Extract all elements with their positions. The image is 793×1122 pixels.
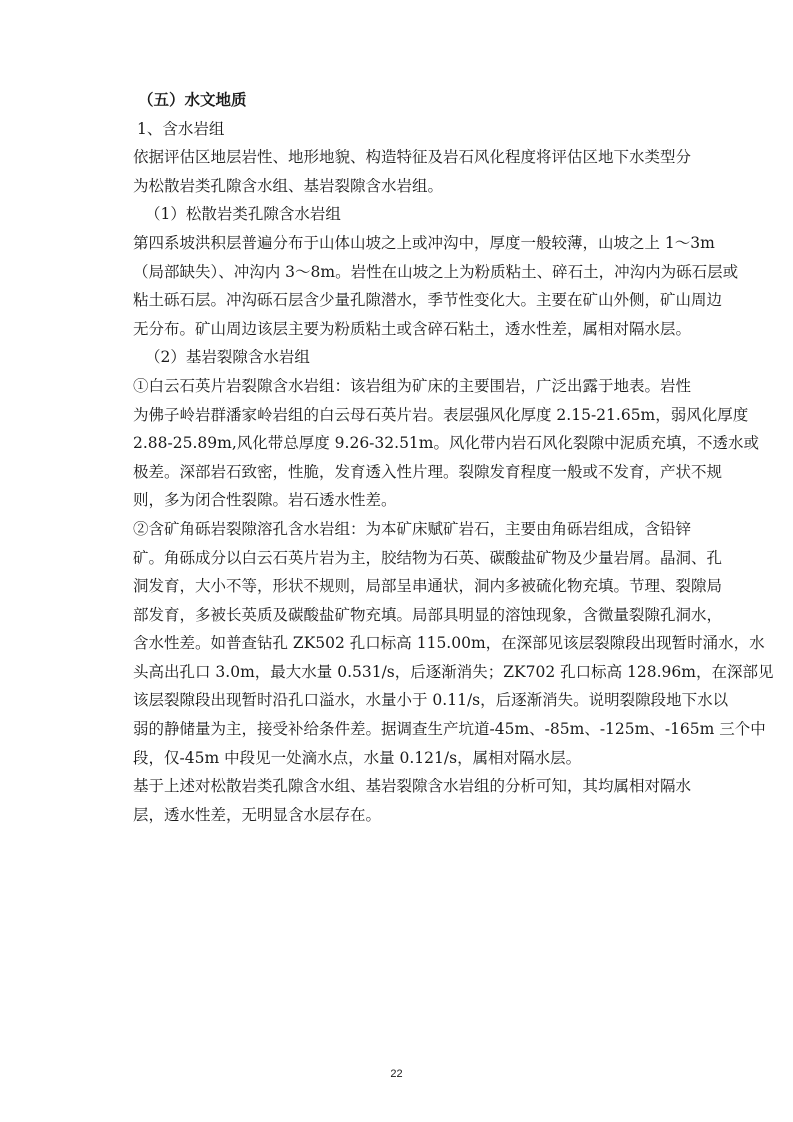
text-line: 头高出孔口 3.0m，最大水量 0.531/s，后逐渐消失；ZK702 孔口标高 128.96m，在深部见 [133, 662, 774, 681]
section-heading: （五）水文地质 [138, 90, 247, 109]
text-line: 段，仅-45m 中段见一处滴水点，水量 0.121/s，属相对隔水层。 [133, 748, 582, 767]
text-line: 无分布。矿山周边该层主要为粉质粘土或含碎石粘土，透水性差，属相对隔水层。 [133, 319, 692, 338]
document-body [133, 86, 774, 829]
text-line: 为佛子岭岩群潘家岭岩组的白云母石英片岩。表层强风化厚度 2.15-21.65m，弱风化厚度 [133, 405, 749, 424]
text-line: 粘土砾石层。冲沟砾石层含少量孔隙潜水，季节性变化大。主要在矿山外侧，矿山周边 [133, 291, 723, 310]
item-2-title: （2）基岩裂隙含水岩组 [145, 348, 310, 367]
text-line: 2.88-25.89m,风化带总厚度 9.26-32.51m。风化带内岩石风化裂隙中泥质充填，不透水或 [133, 434, 759, 453]
item-1-paragraph [133, 229, 739, 343]
text-line: ②含矿角砾岩裂隙溶孔含水岩组：为本矿床赋矿岩石，主要由角砾岩组成，含铅锌 [133, 519, 692, 538]
text-line: 极差。深部岩石致密，性脆，发育透入性片理。裂隙发育程度一般或不发育，产状不规 [133, 462, 723, 481]
text-line: 为松散岩类孔隙含水组、基岩裂隙含水岩组。 [133, 176, 444, 195]
text-line: （局部缺失）、冲沟内 3～8m。岩性在山坡之上为粉质粘土、碎石土，冲沟内为砾石层或 [133, 262, 739, 281]
text-line: 基于上述对松散岩类孔隙含水组、基岩裂隙含水岩组的分析可知，其均属相对隔水 [133, 777, 692, 796]
text-line: 则，多为闭合性裂隙。岩石透水性差。 [133, 491, 397, 510]
text-line: 第四系坡洪积层普遍分布于山体山坡之上或冲沟中，厚度一般较薄，山坡之上 1～3m [133, 233, 715, 252]
text-line: 部发育，多被长英质及碳酸盐矿物充填。局部具明显的溶蚀现象，含微量裂隙孔洞水， [133, 605, 723, 624]
text-line: 矿。角砾成分以白云石英片岩为主，胶结物为石英、碳酸盐矿物及少量岩屑。晶洞、孔 [133, 548, 723, 567]
item-2a-paragraph [133, 372, 759, 515]
conclusion-paragraph [133, 772, 692, 829]
item-2b-paragraph [133, 515, 774, 772]
intro-paragraph [133, 143, 692, 200]
text-line: 含水性差。如普查钻孔 ZK502 孔口标高 115.00m，在深部见该层裂隙段出现暂时涌水，水 [133, 634, 765, 653]
page-number: 22 [390, 1068, 403, 1080]
item-1-title: （1）松散岩类孔隙含水岩组 [145, 205, 341, 224]
text-line: ①白云石英片岩裂隙含水岩组：该岩组为矿床的主要围岩，广泛出露于地表。岩性 [133, 376, 692, 395]
text-line: 弱的静储量为主，接受补给条件差。据调查生产坑道-45m、-85m、-125m、-165m 三个中 [133, 720, 766, 739]
text-line: 洞发育，大小不等，形状不规则，局部呈串通状，洞内多被硫化物充填。节理、裂隙局 [133, 577, 723, 596]
subheading-aquifer-groups: 1、含水岩组 [137, 119, 225, 138]
text-line: 该层裂隙段出现暂时沿孔口溢水，水量小于 0.11/s，后逐渐消失。说明裂隙段地下水以 [133, 691, 729, 710]
text-line: 依据评估区地层岩性、地形地貌、构造特征及岩石风化程度将评估区地下水类型分 [133, 148, 692, 167]
text-line: 层，透水性差，无明显含水层存在。 [133, 805, 382, 824]
